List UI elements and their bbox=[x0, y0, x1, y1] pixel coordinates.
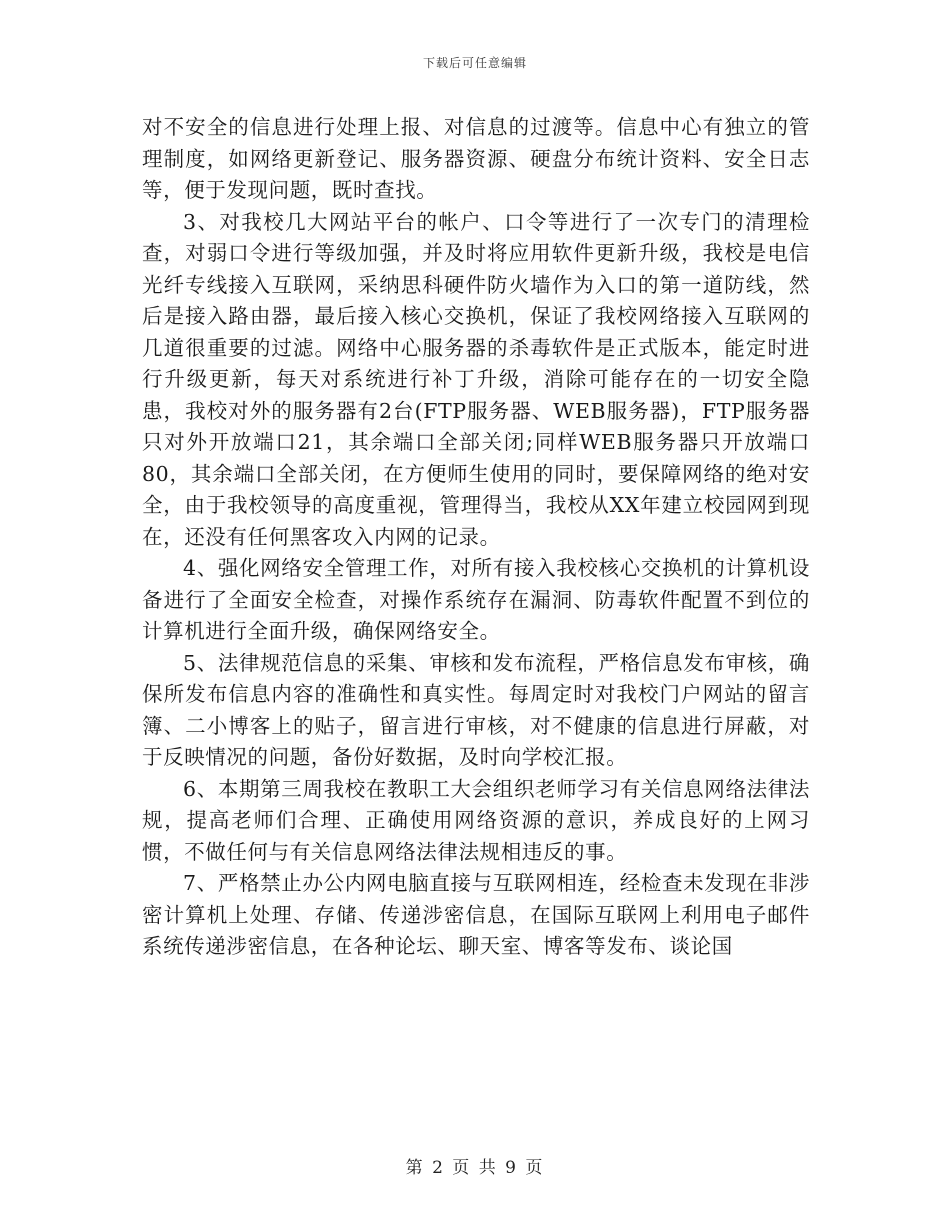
paragraph-item-3: 3、对我校几大网站平台的帐户、口令等进行了一次专门的清理检查，对弱口令进行等级加强，并及时将应用软件更新升级，我校是电信光纤专线接入互联网，采纳思科硬件防火墙作为入口的第一道防线，然后是接入路由器，最后接入核心交换机，保证了我校网络接入互联网的几道很重要的过滤。网络中心服务器的杀毒软件是正式版本，能定时进行升级更新，每天对系统进行补丁升级，消除可能存在的一切安全隐患，我校对外的服务器有2台(FTP服务器、WEB服务器)，FTP服务器只对外开放端口21，其余端口全部关闭;同样WEB服务器只开放端口80，其余端口全部关闭，在方便师生使用的同时，要保障网络的绝对安全，由于我校领导的高度重视，管理得当，我校从XX年建立校园网到现在，还没有任何黑客攻入内网的记录。 bbox=[142, 209, 810, 549]
paragraph-item-7: 7、严格禁止办公内网电脑直接与互联网相连，经检查未发现在非涉密计算机上处理、存储、传递涉密信息，在国际互联网上利用电子邮件系统传递涉密信息，在各种论坛、聊天室、博客等发布、谈论国 bbox=[142, 871, 810, 958]
paragraph-continuation: 对不安全的信息进行处理上报、对信息的过渡等。信息中心有独立的管理制度，如网络更新登记、服务器资源、硬盘分布统计资料、安全日志等，便于发现问题，既时查找。 bbox=[142, 115, 810, 202]
paragraph-item-5: 5、法律规范信息的采集、审核和发布流程，严格信息发布审核，确保所发布信息内容的准确性和真实性。每周定时对我校门户网站的留言簿、二小博客上的贴子，留言进行审核，对不健康的信息进行屏蔽，对于反映情况的问题，备份好数据，及时向学校汇报。 bbox=[142, 650, 810, 769]
paragraph-item-6: 6、本期第三周我校在教职工大会组织老师学习有关信息网络法律法规，提高老师们合理、正确使用网络资源的意识，养成良好的上网习惯，不做任何与有关信息网络法律法规相违反的事。 bbox=[142, 776, 810, 864]
paragraph-item-4: 4、强化网络安全管理工作，对所有接入我校核心交换机的计算机设备进行了全面安全检查，对操作系统存在漏洞、防毒软件配置不到位的计算机进行全面升级，确保网络安全。 bbox=[142, 556, 810, 643]
page-number-footer: 第 2 页 共 9 页 bbox=[405, 1158, 545, 1178]
page-header: 下载后可任意编辑 bbox=[422, 56, 527, 70]
document-body bbox=[142, 112, 810, 963]
